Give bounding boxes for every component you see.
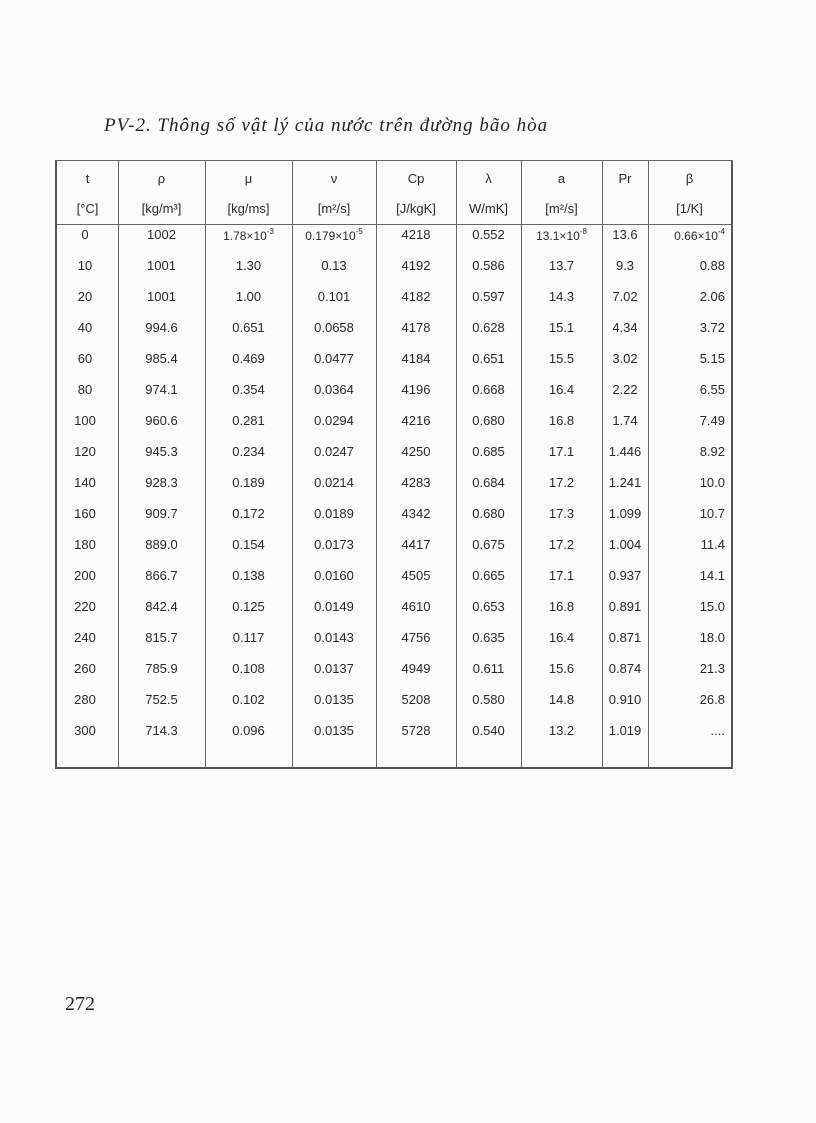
table-cell: 0.125 xyxy=(232,599,265,614)
table-cell: 0.117 xyxy=(232,630,265,645)
table-cell: 0.635 xyxy=(472,630,505,645)
table-cell: 0.0214 xyxy=(314,475,354,490)
table-cell: 0.874 xyxy=(608,661,642,676)
table-cell: 18.0 xyxy=(699,630,725,645)
table-cell: 40 xyxy=(77,320,93,335)
table-cell: 17.2 xyxy=(548,537,575,552)
table-cell: 0.281 xyxy=(232,413,265,428)
table-cell: 0.0294 xyxy=(314,413,354,428)
table-cell: 1.099 xyxy=(608,506,642,521)
header-unit: [1/K] xyxy=(676,201,703,216)
table-cell: $0.66\times 10^{-4}$ xyxy=(674,227,725,243)
table-cell: 4178 xyxy=(401,320,431,335)
table-cell: 0.651 xyxy=(232,320,265,335)
table-cell: 1.004 xyxy=(608,537,642,552)
header-symbol: Pr xyxy=(618,171,632,186)
table-cell: 714.3 xyxy=(145,723,178,738)
header-symbol: Cp xyxy=(407,171,425,186)
table-cell: 0.684 xyxy=(472,475,505,490)
header-symbol: μ xyxy=(244,171,253,186)
table-cell: 0.651 xyxy=(472,351,505,366)
table-cell: 4342 xyxy=(401,506,431,521)
header-symbol: ν xyxy=(330,171,338,186)
table-cell: 866.7 xyxy=(145,568,178,583)
table-cell: 0.138 xyxy=(232,568,265,583)
table-cell: 140 xyxy=(74,475,96,490)
table-cell: 15.6 xyxy=(548,661,575,676)
table-cell: 4182 xyxy=(401,289,431,304)
table-cell: 0.154 xyxy=(232,537,265,552)
table-cell: 0.0149 xyxy=(314,599,354,614)
table-cell: 13.2 xyxy=(548,723,575,738)
table-cell: 0.102 xyxy=(232,692,265,707)
table-cell: 4196 xyxy=(401,382,431,397)
header-symbol: β xyxy=(685,171,694,186)
table-cell: 0.891 xyxy=(608,599,642,614)
table-cell: $0.179\times 10^{-5}$ xyxy=(305,227,363,243)
table-cell: 15.5 xyxy=(548,351,575,366)
table-cell: 80 xyxy=(77,382,93,397)
column-divider xyxy=(292,161,293,767)
table-cell: 0.685 xyxy=(472,444,505,459)
table-cell: 280 xyxy=(74,692,96,707)
table-cell: 4192 xyxy=(401,258,431,273)
table-cell: 17.1 xyxy=(548,568,575,583)
table-cell: 4216 xyxy=(401,413,431,428)
table-cell: 20 xyxy=(77,289,93,304)
table-cell: 15.0 xyxy=(699,599,725,614)
table-cell: 0.0173 xyxy=(314,537,354,552)
table-cell: 17.2 xyxy=(548,475,575,490)
header-unit: [kg/ms] xyxy=(227,201,270,216)
table-cell: 4417 xyxy=(401,537,431,552)
table-cell: 10 xyxy=(77,258,93,273)
table-cell: 3.02 xyxy=(612,351,638,366)
table-cell: 842.4 xyxy=(145,599,178,614)
header-unit: [m²/s] xyxy=(545,201,578,216)
table-cell: 120 xyxy=(74,444,96,459)
table-cell: 2.06 xyxy=(699,289,725,304)
table-cell: 5.15 xyxy=(699,351,725,366)
table-cell: 4218 xyxy=(401,227,431,242)
table-cell: 0.668 xyxy=(472,382,505,397)
table-cell: 985.4 xyxy=(145,351,178,366)
table-cell: .... xyxy=(710,723,725,738)
table-cell: 0.354 xyxy=(232,382,265,397)
table-cell: 160 xyxy=(74,506,96,521)
column-divider xyxy=(205,161,206,767)
table-cell: 1.30 xyxy=(235,258,262,273)
table-cell: 0.0160 xyxy=(314,568,354,583)
table-cell: 0.108 xyxy=(232,661,265,676)
table-cell: 945.3 xyxy=(145,444,178,459)
table-cell: 785.9 xyxy=(145,661,178,676)
table-cell: 0.586 xyxy=(472,258,505,273)
table-cell: 0.871 xyxy=(608,630,642,645)
header-symbol: λ xyxy=(485,171,492,186)
table-cell: 815.7 xyxy=(145,630,178,645)
table-cell: 0.0135 xyxy=(314,692,354,707)
table-cell: 100 xyxy=(74,413,96,428)
header-unit: [m²/s] xyxy=(317,201,351,216)
table-cell: 1001 xyxy=(147,258,176,273)
table-cell: 300 xyxy=(74,723,96,738)
column-divider xyxy=(456,161,457,767)
header-unit: [°C] xyxy=(76,201,99,216)
table-cell: 994.6 xyxy=(145,320,178,335)
column-divider xyxy=(118,161,119,767)
table-cell: 0.0189 xyxy=(314,506,354,521)
table-cell: 180 xyxy=(74,537,96,552)
table-cell: 4184 xyxy=(401,351,431,366)
page-number: 272 xyxy=(65,993,95,1015)
table-cell: 4610 xyxy=(401,599,431,614)
table-cell: 26.8 xyxy=(699,692,725,707)
table-cell: 1.446 xyxy=(608,444,642,459)
table-cell: 0.469 xyxy=(232,351,265,366)
table-cell: 4756 xyxy=(401,630,431,645)
table-cell: 0.0658 xyxy=(314,320,354,335)
table-cell: 1.00 xyxy=(235,289,262,304)
table-cell: 0.189 xyxy=(232,475,265,490)
column-divider xyxy=(648,161,649,767)
table-cell: 0.611 xyxy=(472,661,505,676)
table-cell: 60 xyxy=(77,351,93,366)
table-cell: 5208 xyxy=(401,692,431,707)
table-cell: 974.1 xyxy=(145,382,178,397)
table-cell: 1001 xyxy=(147,289,176,304)
table-cell: 7.02 xyxy=(612,289,638,304)
table-cell: 200 xyxy=(74,568,96,583)
table-cell: $13.1\times 10^{-8}$ xyxy=(536,227,587,243)
column-divider xyxy=(376,161,377,767)
table-cell: 16.8 xyxy=(548,413,575,428)
header-symbol: ρ xyxy=(157,171,166,186)
table-cell: 0.88 xyxy=(699,258,725,273)
table-cell: 1.74 xyxy=(612,413,638,428)
table-cell: 0.910 xyxy=(608,692,642,707)
header-unit: [J/kgK] xyxy=(396,201,436,216)
table-cell: 4.34 xyxy=(612,320,638,335)
table-cell: 14.1 xyxy=(699,568,725,583)
table-cell: $1.78\times 10^{-3}$ xyxy=(223,227,274,243)
table-cell: 0.580 xyxy=(472,692,505,707)
table-cell: 4283 xyxy=(401,475,431,490)
header-symbol: t xyxy=(85,171,90,186)
header-unit: [kg/m³] xyxy=(141,201,182,216)
header-unit: W/mK] xyxy=(469,201,508,216)
table-cell: 8.92 xyxy=(699,444,725,459)
data-table xyxy=(55,160,733,769)
table-cell: 0.0364 xyxy=(314,382,354,397)
table-cell: 0.096 xyxy=(232,723,265,738)
table-cell: 0.234 xyxy=(232,444,265,459)
table-cell: 10.0 xyxy=(699,475,725,490)
table-cell: 13.6 xyxy=(612,227,638,242)
table-cell: 16.4 xyxy=(548,382,575,397)
table-title: PV-2. Thông số vật lý của nước trên đường bão hòa xyxy=(104,115,549,136)
table-cell: 1002 xyxy=(147,227,176,242)
table-cell: 16.4 xyxy=(548,630,575,645)
table-cell: 240 xyxy=(74,630,96,645)
table-cell: 16.8 xyxy=(548,599,575,614)
table-cell: 0.0247 xyxy=(314,444,354,459)
table-cell: 1.241 xyxy=(608,475,642,490)
table-cell: 1.019 xyxy=(608,723,642,738)
table-cell: 0.628 xyxy=(472,320,505,335)
table-cell: 13.7 xyxy=(548,258,575,273)
table-cell: 0.101 xyxy=(317,289,351,304)
table-cell: 220 xyxy=(74,599,96,614)
table-cell: 4949 xyxy=(401,661,431,676)
table-cell: 752.5 xyxy=(145,692,178,707)
table-cell: 0.653 xyxy=(472,599,505,614)
table-cell: 928.3 xyxy=(145,475,178,490)
table-cell: 17.1 xyxy=(548,444,575,459)
column-divider xyxy=(602,161,603,767)
table-cell: 7.49 xyxy=(699,413,725,428)
table-cell: 6.55 xyxy=(699,382,725,397)
table-cell: 9.3 xyxy=(615,258,635,273)
header-symbol: a xyxy=(557,171,566,186)
table-cell: 889.0 xyxy=(145,537,178,552)
table-cell: 0.680 xyxy=(472,413,505,428)
table-cell: 2.22 xyxy=(612,382,638,397)
table-cell: 17.3 xyxy=(548,506,575,521)
table-cell: 14.3 xyxy=(548,289,575,304)
table-cell: 0.937 xyxy=(608,568,642,583)
table-cell: 960.6 xyxy=(145,413,178,428)
table-cell: 21.3 xyxy=(699,661,725,676)
table-cell: 909.7 xyxy=(145,506,178,521)
table-cell: 0.675 xyxy=(472,537,505,552)
table-cell: 0.597 xyxy=(472,289,505,304)
table-cell: 15.1 xyxy=(548,320,575,335)
table-cell: 0.665 xyxy=(472,568,505,583)
table-cell: 4250 xyxy=(401,444,431,459)
table-cell: 11.4 xyxy=(700,537,725,552)
table-cell: 0.0137 xyxy=(314,661,354,676)
table-cell: 10.7 xyxy=(699,506,725,521)
table-cell: 0.552 xyxy=(472,227,505,242)
table-cell: 3.72 xyxy=(699,320,725,335)
header-divider xyxy=(57,224,731,225)
table-cell: 0.172 xyxy=(232,506,265,521)
table-cell: 0.680 xyxy=(472,506,505,521)
table-cell: 0.540 xyxy=(472,723,505,738)
table-cell: 0.13 xyxy=(321,258,347,273)
table-cell: 14.8 xyxy=(548,692,575,707)
table-cell: 0 xyxy=(81,227,89,242)
table-cell: 5728 xyxy=(401,723,431,738)
column-divider xyxy=(521,161,522,767)
table-cell: 0.0135 xyxy=(314,723,354,738)
table-cell: 260 xyxy=(74,661,96,676)
table-cell: 4505 xyxy=(401,568,431,583)
table-cell: 0.0477 xyxy=(314,351,354,366)
table-cell: 0.0143 xyxy=(314,630,354,645)
